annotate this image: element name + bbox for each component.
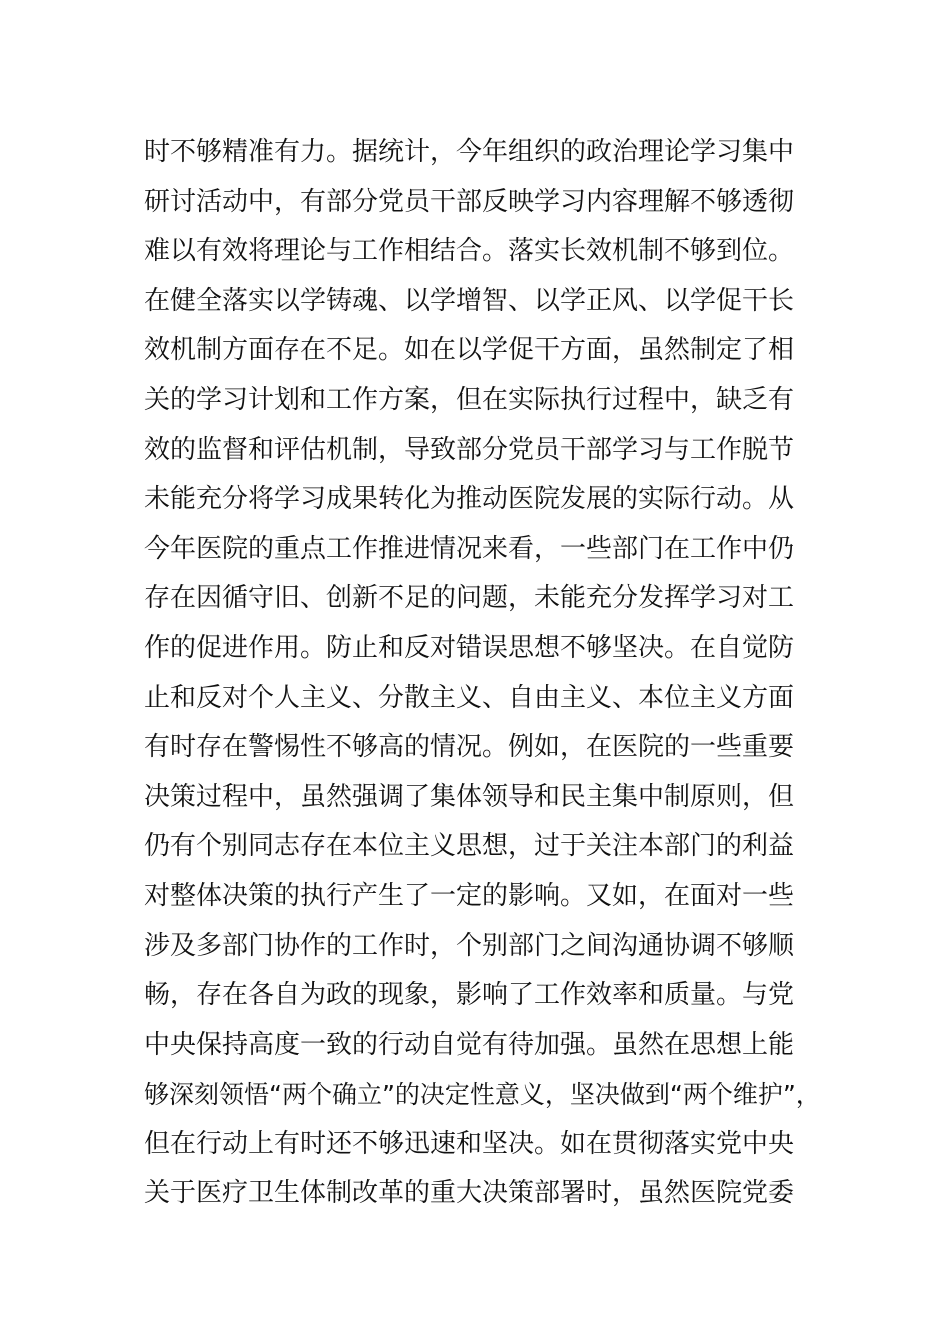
text-line: 止和反对个人主义、分散主义、自由主义、本位主义方面 (144, 682, 795, 713)
text-line: 未能充分将学习成果转化为推动医院发展的实际行动。从 (144, 484, 795, 515)
text-line: 关的学习计划和工作方案，但在实际执行过程中，缺乏有 (144, 384, 795, 415)
body-text (144, 128, 824, 1219)
text-line: 在健全落实以学铸魂、以学增智、以学正风、以学促干长 (144, 285, 795, 316)
text-line: 时不够精准有力。据统计，今年组织的政治理论学习集中 (144, 137, 795, 167)
text-line: 今年医院的重点工作推进情况来看，一些部门在工作中仍 (144, 533, 795, 564)
text-line: 仍有个别同志存在本位主义思想，过于关注本部门的利益 (144, 831, 795, 862)
text-line: 效机制方面存在不足。如在以学促干方面，虽然制定了相 (144, 335, 795, 366)
text-line: 有时存在警惕性不够高的情况。例如，在医院的一些重要 (144, 732, 795, 763)
text-line: 效的监督和评估机制，导致部分党员干部学习与工作脱节 (144, 434, 795, 465)
text-line: 畅，存在各自为政的现象，影响了工作效率和质量。与党 (144, 980, 795, 1011)
text-line: 存在因循守旧、创新不足的问题，未能充分发挥学习对工 (144, 583, 795, 614)
text-line: 作的促进作用。防止和反对错误思想不够坚决。在自觉防 (144, 632, 795, 663)
text-line: 涉及多部门协作的工作时，个别部门之间沟通协调不够顺 (144, 930, 795, 961)
text-line: 难以有效将理论与工作相结合。落实长效机制不够到位。 (144, 236, 795, 267)
text-line: 关于医疗卫生体制改革的重大决策部署时，虽然医院党委 (144, 1178, 795, 1209)
text-line: 中央保持高度一致的行动自觉有待加强。虽然在思想上能 (144, 1029, 795, 1060)
text-line: 研讨活动中，有部分党员干部反映学习内容理解不够透彻 (144, 186, 795, 217)
text-line: 决策过程中，虽然强调了集体领导和民主集中制原则，但 (144, 781, 795, 812)
text-line: 但在行动上有时还不够迅速和坚决。如在贯彻落实党中央 (144, 1128, 795, 1159)
text-line: 够深刻领悟“两个确立”的决定性意义，坚决做到“两个维护”， (144, 1080, 821, 1110)
text-line: 对整体决策的执行产生了一定的影响。又如，在面对一些 (144, 880, 795, 911)
